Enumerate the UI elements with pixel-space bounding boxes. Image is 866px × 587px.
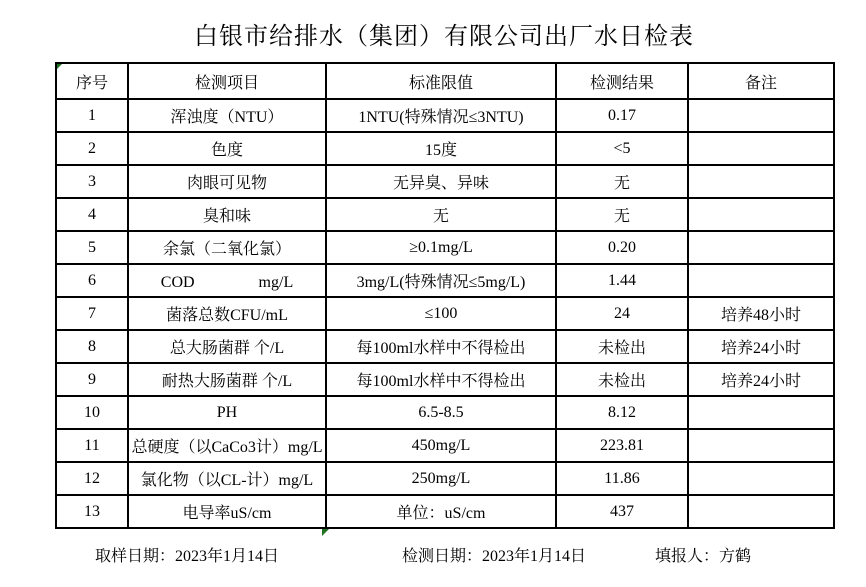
cell-note (688, 396, 834, 429)
cell-note (688, 231, 834, 264)
cell-item: 总大肠菌群 个/L (128, 330, 326, 363)
cell-item: 臭和味 (128, 198, 326, 231)
cell-note (688, 99, 834, 132)
cell-result: 未检出 (556, 330, 688, 363)
table-row (56, 330, 834, 363)
cell-item: COD mg/L (128, 264, 326, 297)
header-limit: 标准限值 (326, 63, 556, 99)
header-note: 备注 (688, 63, 834, 99)
cell-result: 0.20 (556, 231, 688, 264)
cell-result: 24 (556, 297, 688, 330)
sample-date-label: 取样日期：2023年1月14日 (95, 548, 280, 565)
cell-no: 13 (56, 495, 128, 528)
header-item: 检测项目 (128, 63, 326, 99)
cell-item: 菌落总数CFU/mL (128, 297, 326, 330)
header-no: 序号 (56, 63, 128, 99)
table-row (56, 297, 834, 330)
cell-limit: 单位：uS/cm (326, 495, 556, 528)
header-result: 检测结果 (556, 63, 688, 99)
table-row (56, 396, 834, 429)
cell-note: 培养48小时 (688, 297, 834, 330)
cell-item: 浑浊度（NTU） (128, 99, 326, 132)
cell-item: PH (128, 396, 326, 429)
cell-limit: 15度 (326, 132, 556, 165)
cell-note (688, 462, 834, 495)
cell-result: 未检出 (556, 363, 688, 396)
cell-result: 8.12 (556, 396, 688, 429)
cell-note (688, 165, 834, 198)
cell-no: 9 (56, 363, 128, 396)
cell-result: 1.44 (556, 264, 688, 297)
cell-limit: 无异臭、异味 (326, 165, 556, 198)
page-title: 白银市给排水（集团）有限公司出厂水日检表 (194, 24, 694, 50)
cell-limit: 1NTU(特殊情况≤3NTU) (326, 99, 556, 132)
table-row (56, 429, 834, 462)
table-row (56, 363, 834, 396)
cell-item: 总硬度（以CaCo3计）mg/L (128, 429, 326, 462)
cell-item: 肉眼可见物 (128, 165, 326, 198)
table-row (56, 231, 834, 264)
test-date-label: 检测日期：2023年1月14日 (402, 548, 587, 565)
cell-no: 1 (56, 99, 128, 132)
cell-limit: 每100ml水样中不得检出 (326, 363, 556, 396)
cell-result: 11.86 (556, 462, 688, 495)
cell-no: 2 (56, 132, 128, 165)
table-row (56, 198, 834, 231)
cell-result: 无 (556, 198, 688, 231)
cell-note: 培养24小时 (688, 363, 834, 396)
cell-note (688, 198, 834, 231)
cell-limit: ≥0.1mg/L (326, 231, 556, 264)
cell-limit: ≤100 (326, 297, 556, 330)
cell-item: 氯化物（以CL-计）mg/L (128, 462, 326, 495)
cell-item: 电导率uS/cm (128, 495, 326, 528)
cell-no: 10 (56, 396, 128, 429)
cell-limit: 无 (326, 198, 556, 231)
table-header (56, 63, 834, 99)
table-row (56, 165, 834, 198)
cell-limit: 每100ml水样中不得检出 (326, 330, 556, 363)
cell-result: 无 (556, 165, 688, 198)
cell-no: 3 (56, 165, 128, 198)
cell-note (688, 495, 834, 528)
cell-note: 培养24小时 (688, 330, 834, 363)
cell-limit: 250mg/L (326, 462, 556, 495)
table-row (56, 462, 834, 495)
cell-limit: 6.5-8.5 (326, 396, 556, 429)
table-row (56, 99, 834, 132)
cell-limit: 450mg/L (326, 429, 556, 462)
cell-no: 12 (56, 462, 128, 495)
cell-no: 11 (56, 429, 128, 462)
cell-item: 色度 (128, 132, 326, 165)
excel-bottom-marker-icon (322, 529, 329, 536)
cell-item: 余氯（二氧化氯） (128, 231, 326, 264)
cell-limit: 3mg/L(特殊情况≤5mg/L) (326, 264, 556, 297)
cell-result: 437 (556, 495, 688, 528)
table-row (56, 132, 834, 165)
cell-result: 0.17 (556, 99, 688, 132)
table-row (56, 264, 834, 297)
cell-item: 耐热大肠菌群 个/L (128, 363, 326, 396)
daily-inspection-table (55, 62, 835, 529)
cell-no: 6 (56, 264, 128, 297)
report-footer (0, 543, 866, 565)
table-body (56, 99, 834, 528)
cell-note (688, 429, 834, 462)
cell-result: 223.81 (556, 429, 688, 462)
cell-result: <5 (556, 132, 688, 165)
cell-no: 7 (56, 297, 128, 330)
cell-no: 4 (56, 198, 128, 231)
cell-note (688, 132, 834, 165)
reporter-label: 填报人：方鹤 (655, 548, 752, 565)
cell-no: 5 (56, 231, 128, 264)
table-row (56, 495, 834, 528)
header-row (56, 63, 834, 99)
cell-no: 8 (56, 330, 128, 363)
cell-note (688, 264, 834, 297)
